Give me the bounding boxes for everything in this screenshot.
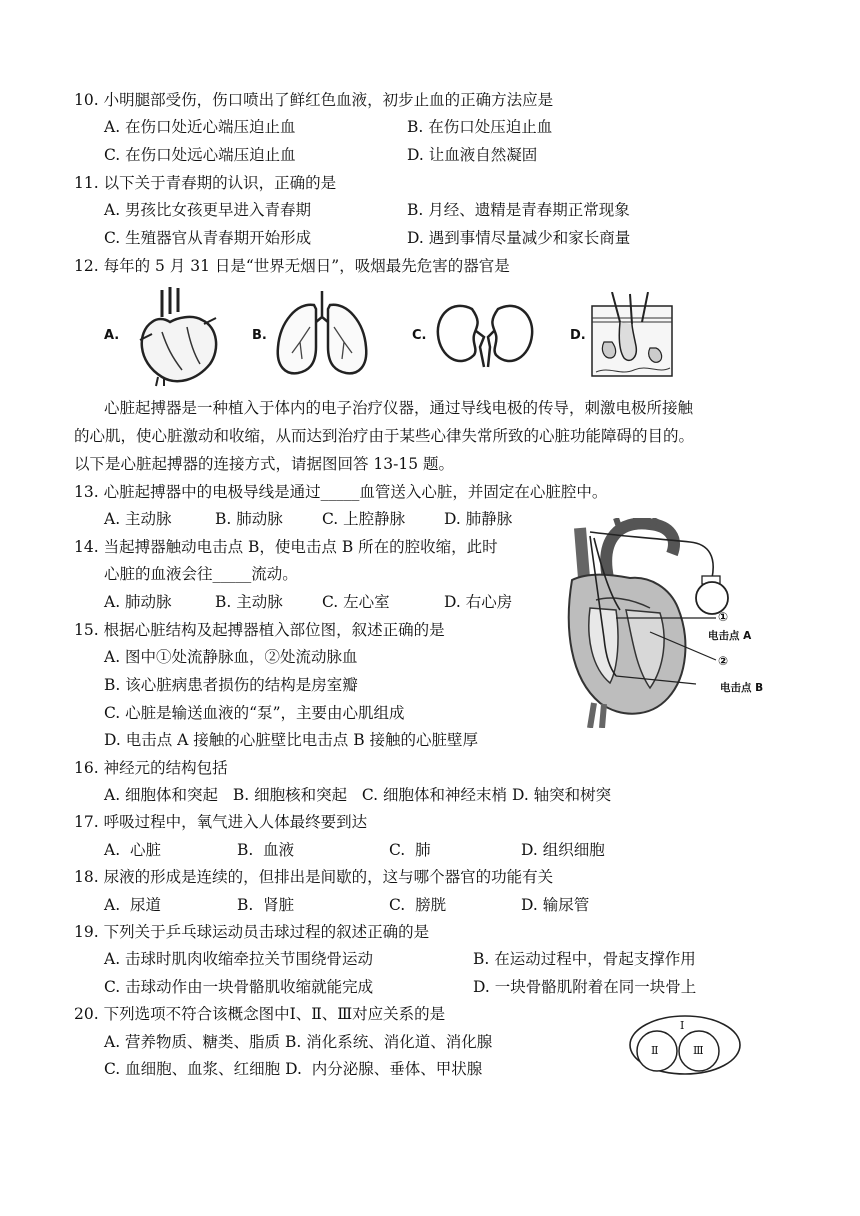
q18-option-a: A. 尿道 [104, 896, 161, 914]
q20-options-cd: C. 血细胞、血浆、红细胞 D. 内分泌腺、垂体、甲状腺 [104, 1060, 483, 1078]
q10-option-b: B. 在伤口处压迫止血 [407, 118, 553, 136]
heart-label-1: ① [718, 610, 729, 624]
heart-organ-image [132, 282, 222, 387]
q15-option-a: A. 图中①处流静脉血，②处流动脉血 [104, 648, 358, 666]
q19-stem: 19. 下列关于乒乓球运动员击球过程的叙述正确的是 [74, 923, 430, 941]
q12-label-b: B. [252, 328, 267, 343]
q18-option-c: C. 膀胱 [389, 896, 447, 914]
q11-option-c: C. 生殖器官从青春期开始形成 [104, 229, 312, 247]
q14-option-d: D. 右心房 [444, 593, 513, 611]
concept-venn-diagram [628, 1014, 742, 1076]
skin-cross-section-image [590, 292, 674, 378]
passage-line-2: 的心肌，使心脏激动和收缩，从而达到治疗由于某些心律失常所致的心脏功能障碍的目的。 [74, 427, 695, 445]
q17-option-a: A. 心脏 [104, 841, 161, 859]
q19-option-a: A. 击球时肌肉收缩牵拉关节围绕骨运动 [104, 950, 374, 968]
q16-stem: 16. 神经元的结构包括 [74, 759, 228, 777]
q15-stem: 15. 根据心脏结构及起搏器植入部位图，叙述正确的是 [74, 621, 445, 639]
venn-label-left: Ⅱ [651, 1044, 659, 1057]
q12-stem: 12. 每年的 5 月 31 日是“世界无烟日”，吸烟最先危害的器官是 [74, 257, 510, 275]
q20-stem: 20. 下列选项不符合该概念图中Ⅰ、Ⅱ、Ⅲ对应关系的是 [74, 1005, 446, 1023]
q17-stem: 17. 呼吸过程中，氧气进入人体最终要到达 [74, 813, 368, 831]
q19-option-d: D. 一块骨骼肌附着在同一块骨上 [473, 978, 697, 996]
kidneys-organ-image [432, 297, 538, 371]
q14-option-c: C. 左心室 [322, 593, 390, 611]
q10-stem: 10. 小明腿部受伤，伤口喷出了鲜红色血液，初步止血的正确方法应是 [74, 91, 554, 109]
q14-option-b: B. 主动脉 [215, 593, 283, 611]
lungs-organ-image [272, 287, 372, 379]
q14-stem-line-2: 心脏的血液会往_____流动。 [104, 565, 298, 583]
q17-option-d: D. 组织细胞 [521, 841, 605, 859]
q17-option-c: C. 肺 [389, 841, 431, 859]
q13-option-d: D. 肺静脉 [444, 510, 513, 528]
q11-option-a: A. 男孩比女孩更早进入青春期 [104, 201, 312, 219]
q11-stem: 11. 以下关于青春期的认识，正确的是 [74, 174, 337, 192]
q15-option-b: B. 该心脏病患者损伤的结构是房室瓣 [104, 676, 358, 694]
heart-label-point-b: 电击点 B [720, 682, 764, 694]
q12-label-a: A. [104, 328, 120, 343]
q17-option-b: B. 血液 [237, 841, 295, 859]
q13-stem: 13. 心脏起搏器中的电极导线是通过_____血管送入心脏，并固定在心脏腔中。 [74, 483, 608, 501]
pacemaker-heart-diagram [560, 518, 760, 728]
q14-option-a: A. 肺动脉 [104, 593, 172, 611]
q10-option-c: C. 在伤口处远心端压迫止血 [104, 146, 296, 164]
q10-option-d: D. 让血液自然凝固 [407, 146, 538, 164]
q12-label-c: C. [412, 328, 427, 343]
q13-option-c: C. 上腔静脉 [322, 510, 406, 528]
passage-line-1: 心脏起搏器是一种植入于体内的电子治疗仪器，通过导线电极的传导，刺激电极所接触 [104, 399, 694, 417]
q11-option-b: B. 月经、遗精是青春期正常现象 [407, 201, 630, 219]
passage-line-3: 以下是心脏起搏器的连接方式，请据图回答 13-15 题。 [74, 455, 455, 473]
q12-label-d: D. [570, 328, 586, 343]
q18-option-b: B. 肾脏 [237, 896, 295, 914]
venn-label-right: Ⅲ [693, 1044, 704, 1057]
q14-stem-line-1: 14. 当起搏器触动电击点 B，使电击点 B 所在的腔收缩，此时 [74, 538, 498, 556]
q15-option-c: C. 心脏是输送血液的“泵”，主要由心肌组成 [104, 704, 405, 722]
heart-label-point-a: 电击点 A [708, 630, 752, 642]
q19-option-c: C. 击球动作由一块骨骼肌收缩就能完成 [104, 978, 374, 996]
q18-option-d: D. 输尿管 [521, 896, 590, 914]
q19-option-b: B. 在运动过程中，骨起支撑作用 [473, 950, 696, 968]
q10-option-a: A. 在伤口处近心端压迫止血 [104, 118, 296, 136]
heart-label-2: ② [718, 654, 729, 668]
q20-options-ab: A. 营养物质、糖类、脂质 B. 消化系统、消化道、消化腺 [104, 1033, 493, 1051]
q15-option-d: D. 电击点 A 接触的心脏壁比电击点 B 接触的心脏壁厚 [104, 731, 479, 749]
q13-option-a: A. 主动脉 [104, 510, 172, 528]
q16-options: A. 细胞体和突起 B. 细胞核和突起 C. 细胞体和神经末梢 D. 轴突和树突 [104, 786, 612, 804]
q18-stem: 18. 尿液的形成是连续的，但排出是间歇的，这与哪个器官的功能有关 [74, 868, 554, 886]
venn-label-outer: Ⅰ [680, 1019, 685, 1032]
q13-option-b: B. 肺动脉 [215, 510, 283, 528]
q11-option-d: D. 遇到事情尽量减少和家长商量 [407, 229, 631, 247]
